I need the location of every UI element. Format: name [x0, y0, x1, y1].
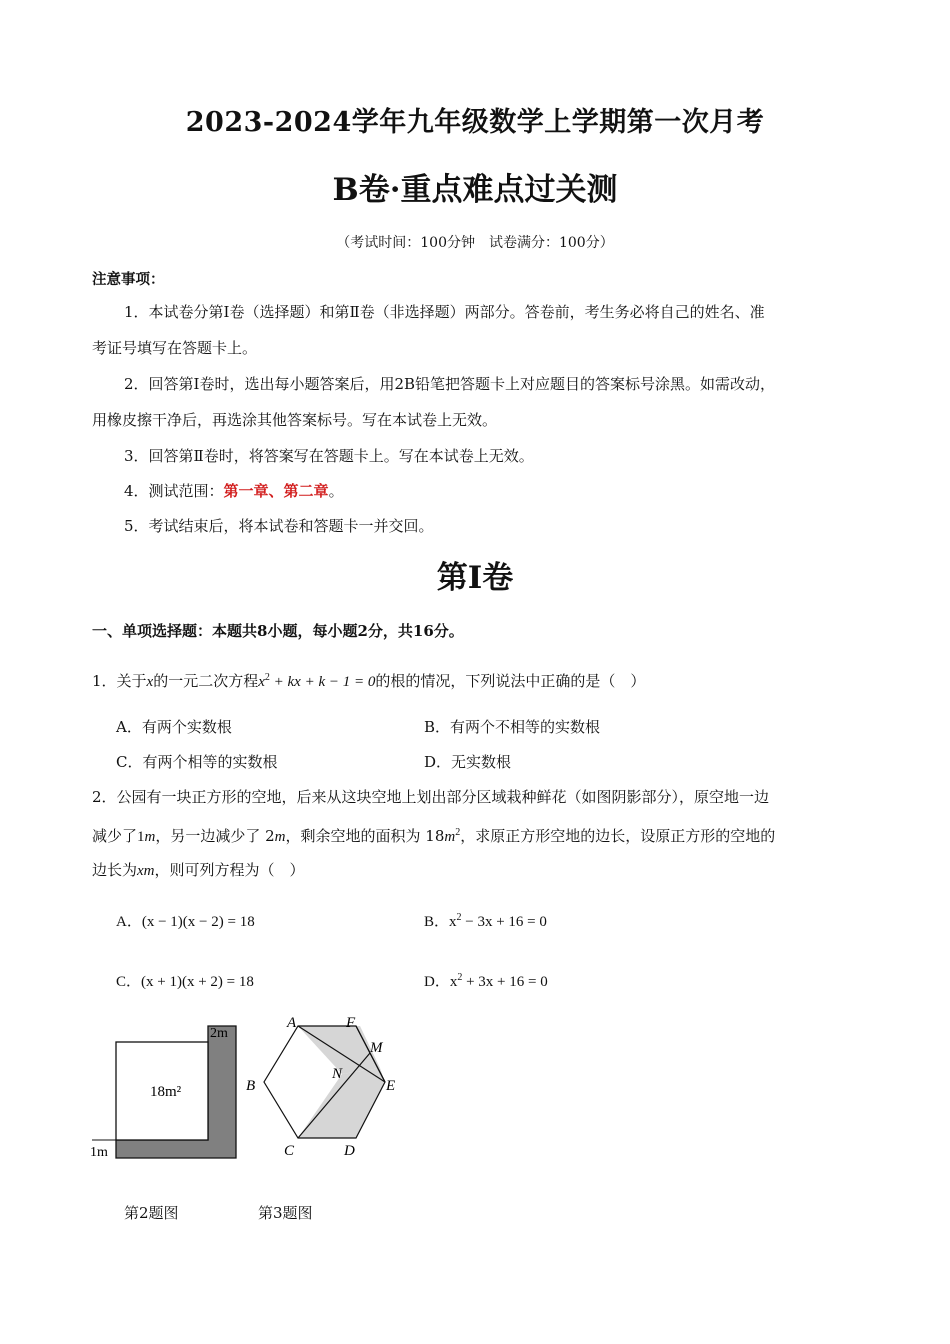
caption-fig2: 第2题图 [124, 1204, 179, 1222]
q2-l2-g: m [444, 829, 456, 845]
label-n: N [332, 1066, 343, 1082]
q2-l2-h: 2 [455, 827, 461, 838]
q2-option-c: C．(x + 1)(x + 2) = 18 [116, 974, 254, 990]
notice-item-3 [92, 438, 862, 474]
q2-l2-e: m [274, 829, 286, 845]
exam-info: （考试时间：100分钟 试卷满分：100分） [336, 235, 614, 251]
exam-title: 2023-2024学年九年级数学上学期第一次月考 [185, 107, 765, 138]
q2-b-pre: B．x [424, 914, 457, 930]
q2-l2-i: ，求原正方形空地的边长，设原正方形的空地的 [460, 827, 776, 845]
q2-l2-b: 1 [137, 829, 145, 845]
q2-b-post: − 3x + 16 = 0 [461, 914, 547, 930]
q1-option-c: C．有两个相等的实数根 [116, 753, 278, 771]
question-2-line3 [92, 852, 872, 889]
notice-item-2 [92, 366, 862, 402]
notice-item-2-cont [92, 402, 862, 438]
q2-option-a: A．(x − 1)(x − 2) = 18 [116, 914, 255, 930]
caption-fig3: 第3题图 [258, 1204, 313, 1222]
q2-l2-c: m [144, 829, 156, 845]
q2-l2-a: 减少了 [92, 827, 138, 845]
notice-item-1-cont [92, 330, 862, 366]
question-2-line2 [92, 815, 872, 855]
notice-item-4-suffix: 。 [328, 482, 344, 500]
notice-item-2-line2: 用橡皮擦干净后，再选涂其他答案标号。写在本试卷上无效。 [92, 411, 498, 429]
q1-option-b: B．有两个不相等的实数根 [424, 718, 601, 736]
notice-item-5 [92, 508, 862, 544]
q1-var: x [146, 674, 154, 690]
exam-subtitle: B卷·重点难点过关测 [332, 172, 618, 208]
notice-item-4 [92, 473, 862, 509]
test-scope: 第一章、第二章 [223, 482, 329, 500]
q1-eq-post: + kx + k − 1 = 0 [269, 674, 376, 690]
q2-l2-d: ，另一边减少了 2 [155, 827, 275, 845]
notice-item-1-line2: 考证号填写在答题卡上。 [92, 339, 258, 357]
figure-q3 [240, 1010, 410, 1160]
q1-suffix: 的根的情况，下列说法中正确的是（ ） [375, 672, 646, 690]
q2-option-b [424, 910, 547, 931]
label-d: D [344, 1143, 355, 1159]
q2-l3-c: ，则可列方程为（ ） [154, 861, 305, 879]
label-m: M [370, 1040, 383, 1056]
notice-item-3-text: 3．回答第Ⅱ卷时，将答案写在答题卡上。写在本试卷上无效。 [124, 447, 534, 465]
part-title: 第Ⅰ卷 [436, 560, 514, 596]
notice-item-1-line1: 1．本试卷分第Ⅰ卷（选择题）和第Ⅱ卷（非选择题）两部分。答卷前，考生务必将自己的姓名、准 [124, 303, 765, 321]
notice-item-5-text: 5．考试结束后，将本试卷和答题卡一并交回。 [124, 517, 434, 535]
q2-l3-a: 边长为 [92, 861, 138, 879]
label-a: A [287, 1015, 297, 1031]
label-area: 18m² [150, 1084, 182, 1100]
q2-d-post: + 3x + 16 = 0 [462, 974, 548, 990]
q2-l2-f: ，剩余空地的面积为 18 [285, 827, 445, 845]
figure-q2 [88, 1018, 248, 1168]
notice-heading: 注意事项： [92, 271, 165, 288]
label-1m: 1m [90, 1145, 108, 1160]
question-1 [92, 660, 872, 700]
section-heading: 一、单项选择题：本题共8小题，每小题2分，共16分。 [92, 622, 464, 640]
q1-prefix: 1．关于 [92, 672, 147, 690]
q1-option-a: A．有两个实数根 [116, 718, 232, 736]
notice-item-2-line1: 2．回答第Ⅰ卷时，选出每小题答案后，用2B铅笔把答题卡上对应题目的答案标号涂黑。如需改动， [124, 375, 776, 393]
q2-option-d [424, 970, 548, 991]
q2-d-exp: 2 [457, 972, 463, 983]
q2-d-pre: D．x [424, 974, 458, 990]
label-2m: 2m [210, 1026, 228, 1041]
q2-l3-b: xm [137, 863, 155, 879]
q1-eq-exp: 2 [264, 672, 270, 683]
question-2-line1: 2．公园有一块正方形的空地，后来从这块空地上划出部分区域栽种鲜花（如图阴影部分），原空地一边 [92, 788, 770, 806]
q1-eq-pre: x [258, 674, 265, 690]
q2-b-exp: 2 [456, 912, 462, 923]
notice-item-1 [92, 294, 862, 330]
label-b: B [246, 1078, 256, 1094]
label-e: E [386, 1078, 396, 1094]
q1-option-d: D．无实数根 [424, 753, 512, 771]
label-c: C [284, 1143, 295, 1159]
notice-item-4-prefix: 4．测试范围： [124, 482, 224, 500]
label-f: F [346, 1015, 356, 1031]
q1-mid: 的一元二次方程 [153, 672, 259, 690]
